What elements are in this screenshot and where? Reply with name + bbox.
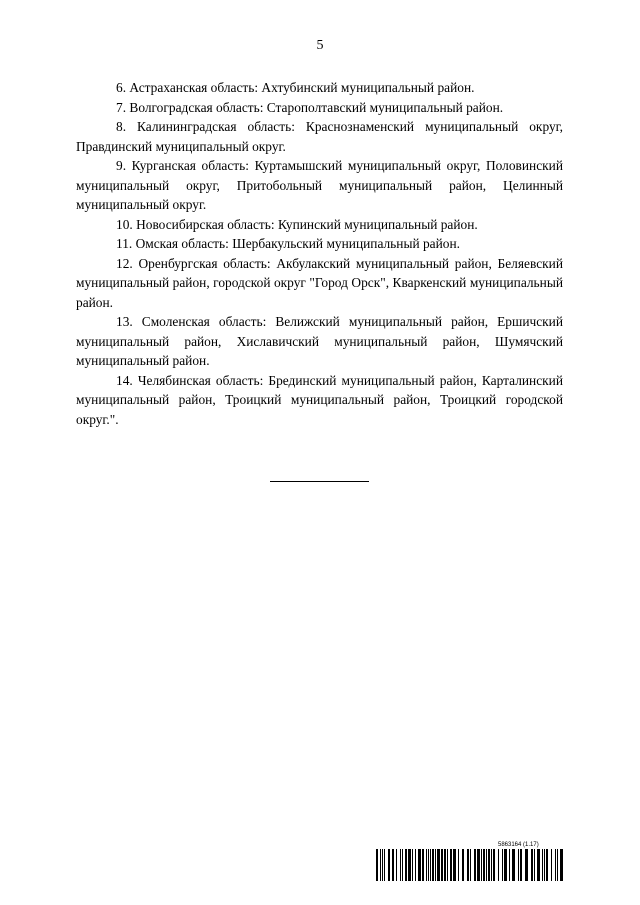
barcode-bar	[481, 849, 482, 881]
barcode-bar	[392, 849, 394, 881]
barcode-bar	[467, 849, 469, 881]
barcode-bar	[509, 849, 510, 881]
barcode-bar	[520, 849, 522, 881]
list-item: 13. Смоленская область: Велижский муниципальный район, Ершичский муниципальный район, Хиславичский муниципальный район, Шумячский муниципальный район.	[76, 314, 563, 368]
barcode-bar	[498, 849, 499, 881]
barcode-bar	[382, 849, 383, 881]
barcode-bar	[396, 849, 397, 881]
barcode-bar	[477, 849, 480, 881]
barcode-bar	[534, 849, 535, 881]
barcode-bar	[560, 849, 563, 881]
barcode-bar	[450, 849, 452, 881]
barcode-bar	[408, 849, 411, 881]
barcode-bar	[458, 849, 459, 881]
barcode-bar	[474, 849, 476, 881]
barcode-bar	[405, 849, 407, 881]
barcode-bar	[380, 849, 381, 881]
barcode-bar	[470, 849, 471, 881]
list-item: 12. Оренбургская область: Акбулакский муниципальный район, Беляевский муниципальный район, городской округ "Город Орск", Кваркенский муниципальный район.	[76, 255, 563, 310]
barcode-bar	[402, 849, 403, 881]
list-item: 14. Челябинская область: Брединский муниципальный район, Карталинский муниципальный район, Троицкий муниципальный район, Троицкий городской округ.".	[76, 372, 563, 427]
barcode	[376, 849, 564, 881]
list-item: 6. Астраханская область: Ахтубинский муниципальный район.	[116, 80, 475, 95]
barcode-bar	[493, 849, 495, 881]
section-divider	[270, 481, 369, 482]
document-code: 5863164 (1.17)	[498, 842, 539, 848]
barcode-bar	[400, 849, 401, 881]
barcode-bar	[537, 849, 540, 881]
barcode-bar	[444, 849, 446, 881]
barcode-bar	[557, 849, 558, 881]
barcode-bar	[435, 849, 436, 881]
barcode-bar	[512, 849, 515, 881]
barcode-bar	[483, 849, 485, 881]
barcode-bar	[531, 849, 533, 881]
barcode-bar	[453, 849, 456, 881]
barcode-bar	[376, 849, 378, 881]
document-body	[76, 78, 563, 429]
barcode-bar	[491, 849, 492, 881]
list-item: 10. Новосибирская область: Купинский муниципальный район.	[116, 216, 478, 232]
barcode-bar	[504, 849, 507, 881]
barcode-bar	[428, 849, 429, 881]
list-item: 9. Курганская область: Куртамышский муниципальный округ, Половинский муниципальный округ, Притобольный муниципальный район, Целинный муниципальный округ.	[76, 158, 563, 212]
barcode-bar	[432, 849, 434, 881]
barcode-bar	[426, 849, 427, 881]
barcode-bar	[447, 849, 448, 881]
barcode-bar	[555, 849, 556, 881]
barcode-bar	[502, 849, 503, 881]
barcode-bar	[412, 849, 413, 881]
barcode-bar	[388, 849, 390, 881]
barcode-bar	[551, 849, 552, 881]
barcode-bar	[544, 849, 545, 881]
barcode-bar	[384, 849, 385, 881]
barcode-bar	[415, 849, 416, 881]
barcode-bar	[486, 849, 487, 881]
barcode-bar	[488, 849, 490, 881]
barcode-bar	[462, 849, 464, 881]
barcode-bar	[542, 849, 543, 881]
barcode-bar	[518, 849, 519, 881]
barcode-bar	[525, 849, 528, 881]
page-number: 5	[316, 38, 324, 53]
list-item: 7. Волгоградская область: Старополтавский муниципальный район.	[116, 99, 504, 115]
barcode-bar	[422, 849, 424, 881]
list-item: 8. Калининградская область: Краснознаменский муниципальный округ, Правдинский муниципальный округ.	[76, 119, 563, 154]
barcode-bar	[418, 849, 421, 881]
barcode-bar	[437, 849, 440, 881]
barcode-bar	[546, 849, 548, 881]
list-item: 11. Омская область: Шербакульский муниципальный район.	[116, 236, 460, 251]
barcode-bar	[430, 849, 431, 881]
barcode-bar	[441, 849, 443, 881]
